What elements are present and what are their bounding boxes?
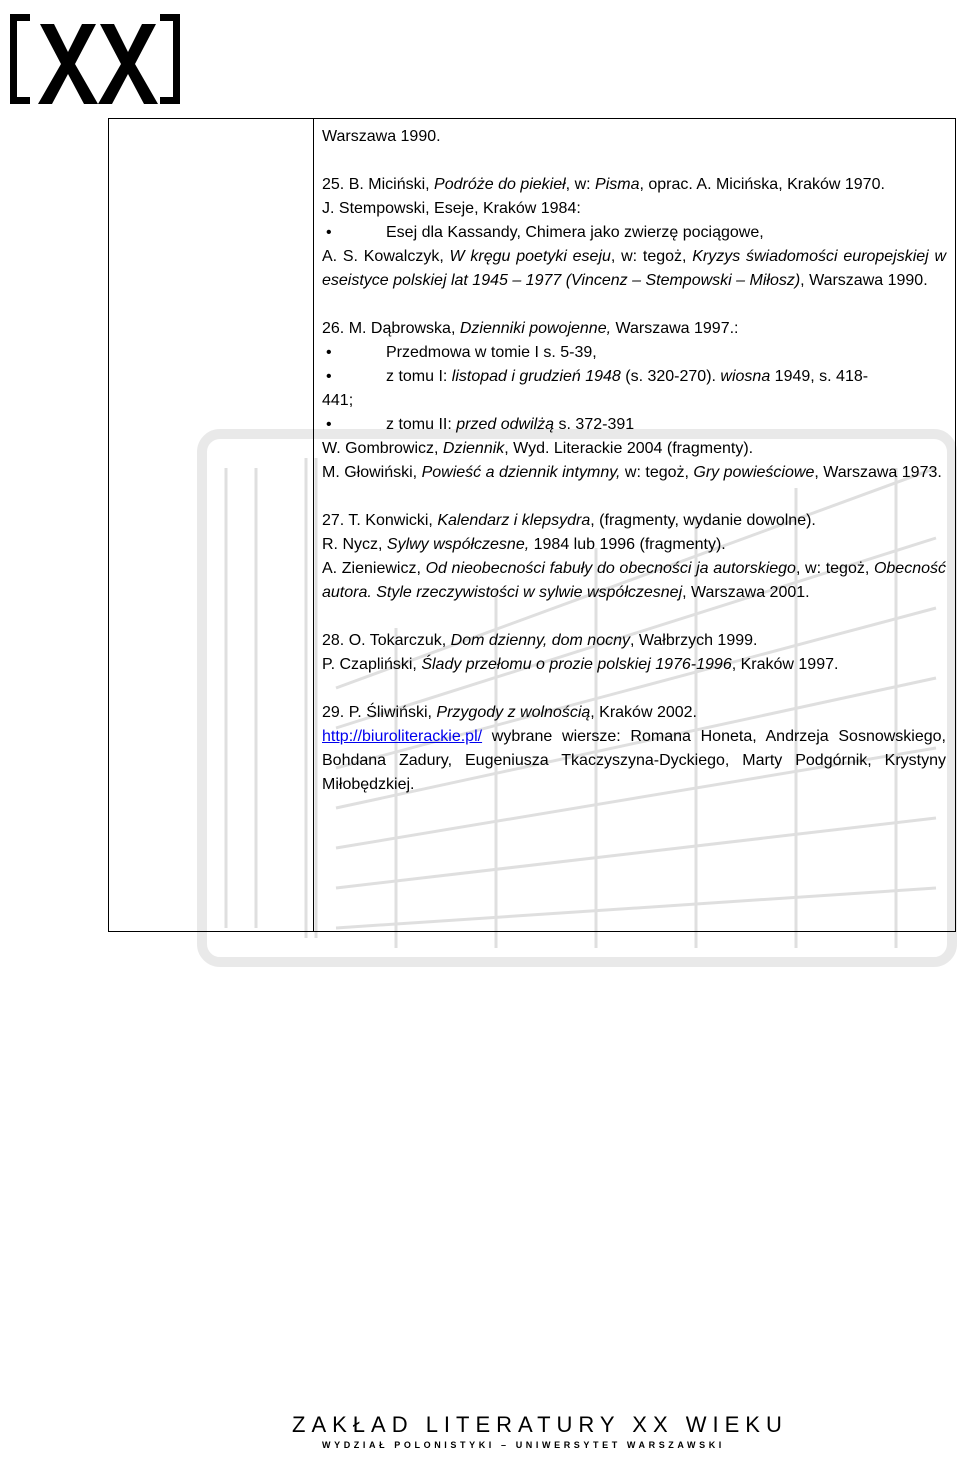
list-item: • Przedmowa w tomie I s. 5-39,: [322, 341, 946, 365]
list-item: • z tomu II: przed odwilżą s. 372-391: [322, 413, 946, 437]
entry-26-glowinski: M. Głowiński, Powieść a dziennik intymny, w: tegoż, Gry powieściowe, Warszawa 1973.: [322, 464, 942, 481]
entry-26-gombrowicz: W. Gombrowicz, Dziennik, Wyd. Literackie 2004 (fragmenty).: [322, 440, 754, 457]
column-divider: [313, 119, 314, 931]
list-item: • Esej dla Kassandy, Chimera jako zwierzę pociągowe,: [322, 221, 946, 245]
footer-title: ZAKŁAD LITERATURY XX WIEKU: [292, 1412, 788, 1437]
list-item: • z tomu I: listopad i grudzień 1948 (s. 320-270). wiosna 1949, s. 418-: [322, 365, 946, 389]
footer-logo: [292, 1412, 812, 1452]
list-item-continuation: 441;: [322, 392, 354, 409]
text-line: Warszawa 1990.: [322, 128, 441, 145]
bibliography-content: [322, 125, 946, 797]
entry-25-stempowski: J. Stempowski, Eseje, Kraków 1984:: [322, 200, 581, 217]
entry-29: 29. P. Śliwiński, Przygody z wolnością, Kraków 2002.: [322, 704, 697, 721]
entry-26: 26. M. Dąbrowska, Dzienniki powojenne, Warszawa 1997.:: [322, 320, 739, 337]
entry-28: 28. O. Tokarczuk, Dom dzienny, dom nocny, Wałbrzych 1999.: [322, 632, 758, 649]
footer-subtitle: WYDZIAŁ POLONISTYKI – UNIWERSYTET WARSZAWSKI: [322, 1440, 725, 1450]
logo-xx: [4, 6, 186, 110]
entry-26-list: [322, 341, 946, 437]
biuroliterackie-link[interactable]: http://biuroliterackie.pl/: [322, 728, 483, 745]
entry-25-kowalczyk: A. S. Kowalczyk, W kręgu poetyki eseju, w: tegoż, Kryzys świadomości europejskiej w eseistyce polskiej lat 1945 – 1977 (Vincenz – Stempowski – Miłosz), Warszawa 1990.: [322, 248, 947, 289]
entry-27-nycz: R. Nycz, Sylwy współczesne, 1984 lub 1996 (fragmenty).: [322, 536, 726, 553]
entry-25: 25. B. Miciński, Podróże do piekieł, w: Pisma, oprac. A. Micińska, Kraków 1970.: [322, 176, 885, 193]
entry-27: 27. T. Konwicki, Kalendarz i klepsydra, (fragmenty, wydanie dowolne).: [322, 512, 816, 529]
entry-28-czaplinski: P. Czapliński, Ślady przełomu o prozie polskiej 1976-1996, Kraków 1997.: [322, 656, 839, 673]
entry-25-list: [322, 221, 946, 245]
logo-text: [XX]: [4, 6, 6, 7]
entry-27-zieniewicz: A. Zieniewicz, Od nieobecności fabuły do obecności ja autorskiego, w: tegoż, Obecność autora. Style rzeczywistości w sylwie współczesnej, Warszawa 2001.: [322, 560, 946, 601]
entry-29-biuro: http://biuroliterackie.pl/ wybrane wiersze: Romana Honeta, Andrzeja Sosnowskiego, Bohdana Zadury, Eugeniusza Tkaczyszyna-Dyckiego, Marty Podgórnik, Krystyny Miłobędzkiej.: [322, 728, 946, 793]
